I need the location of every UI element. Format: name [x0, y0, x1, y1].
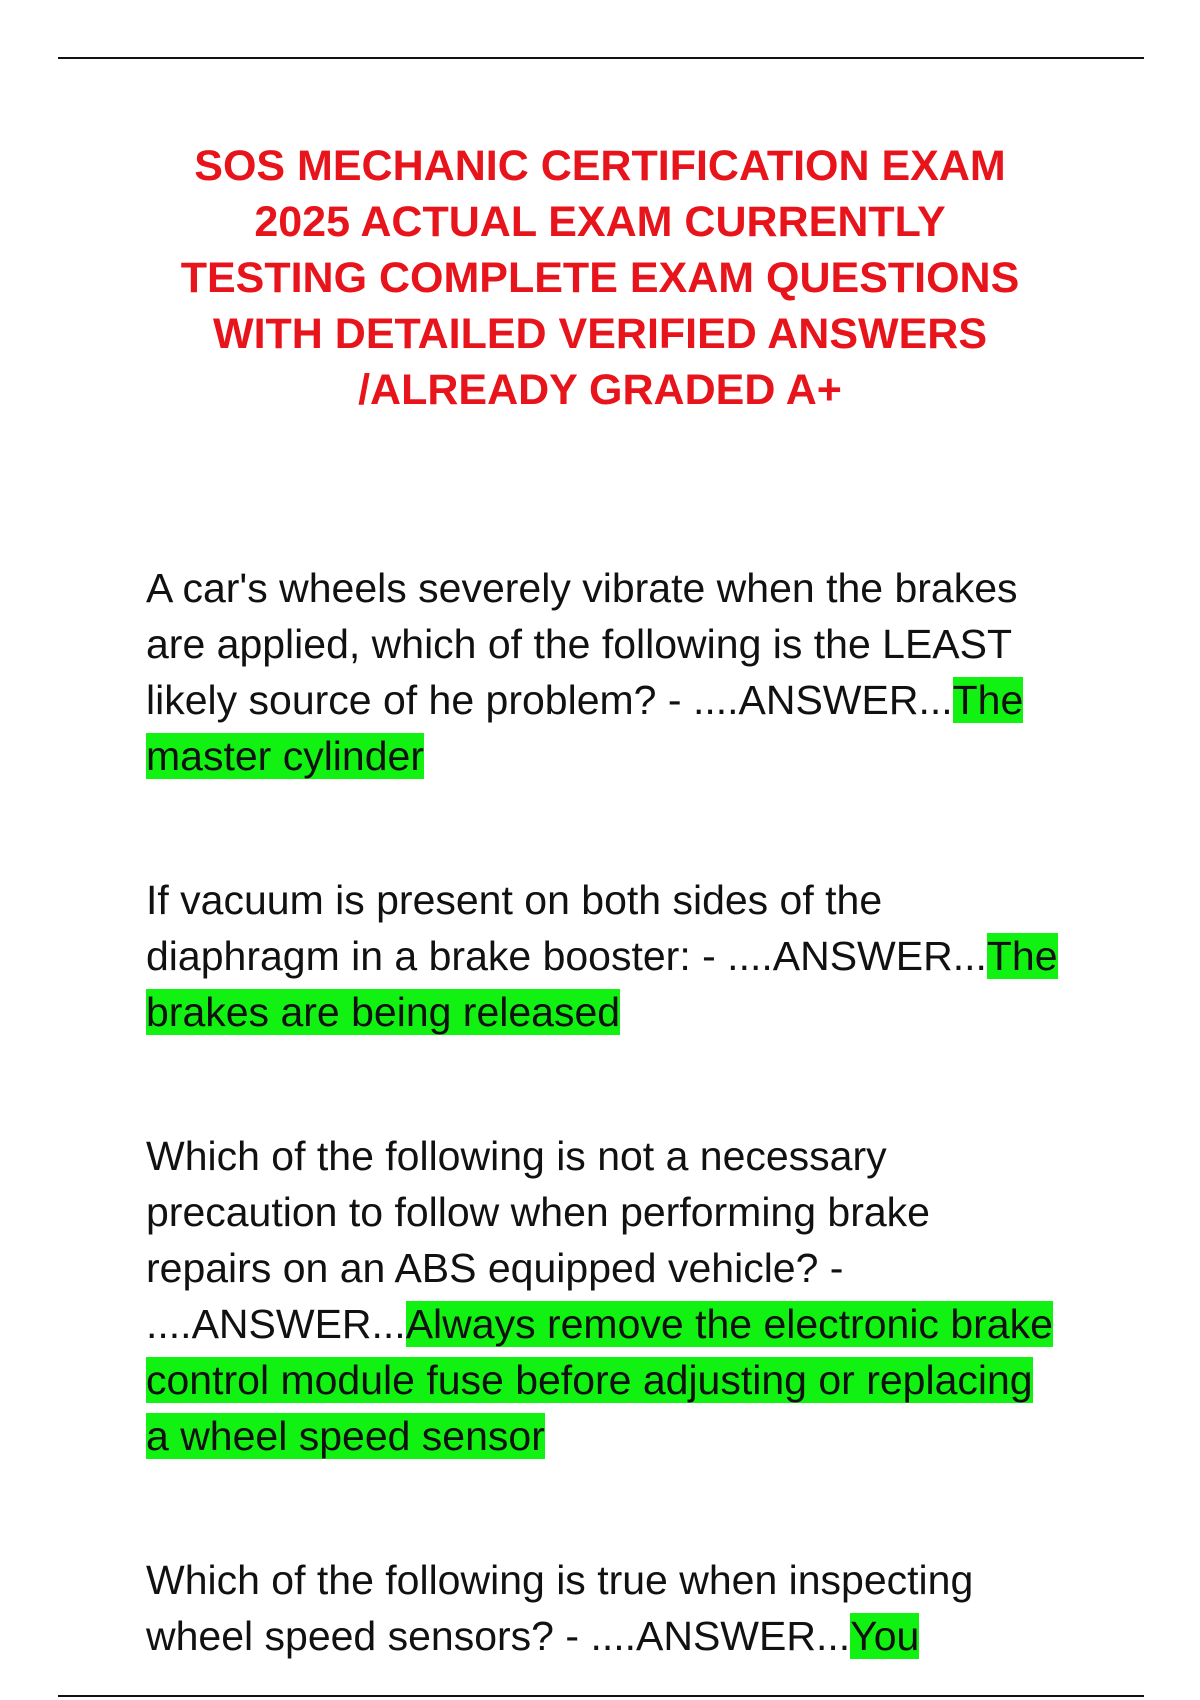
title-line: TESTING COMPLETE EXAM QUESTIONS [180, 254, 1020, 302]
question-text: Which of the following is true when inspecting wheel speed sensors? - [146, 1557, 974, 1659]
question-item [146, 1128, 1066, 1464]
top-divider [58, 57, 1144, 59]
answer-highlight: Always remove the electronic brake control module fuse before adjusting or replacing a wheel speed sensor [146, 1301, 1053, 1459]
question-text: Which of the following is not a necessary precaution to follow when performing brake repairs on an ABS equipped vehicle? - [146, 1133, 930, 1291]
answer-prefix: ....ANSWER... [590, 1613, 851, 1659]
question-text: A car's wheels severely vibrate when the brakes are applied, which of the following is the LEAST likely source of he problem? - [146, 565, 1018, 723]
answer-highlight: The master cylinder [146, 677, 1024, 779]
question-item [146, 872, 1066, 1040]
answer-prefix: ....ANSWER... [692, 677, 953, 723]
bottom-divider [58, 1695, 1144, 1697]
question-item [146, 560, 1066, 784]
title-line: SOS MECHANIC CERTIFICATION EXAM [194, 142, 1006, 190]
title-line: /ALREADY GRADED A+ [358, 366, 842, 414]
answer-prefix: ....ANSWER... [727, 933, 987, 979]
question-list [146, 560, 1066, 1664]
answer-prefix: ....ANSWER... [146, 1301, 406, 1347]
document-title [130, 138, 1070, 418]
question-item [146, 1552, 1066, 1664]
question-text: If vacuum is present on both sides of the diaphragm in a brake booster: - [146, 877, 883, 979]
answer-highlight: The brakes are being released [146, 933, 1058, 1035]
title-line: WITH DETAILED VERIFIED ANSWERS [213, 310, 987, 358]
answer-highlight: You [850, 1613, 920, 1659]
title-line: 2025 ACTUAL EXAM CURRENTLY [254, 198, 946, 246]
